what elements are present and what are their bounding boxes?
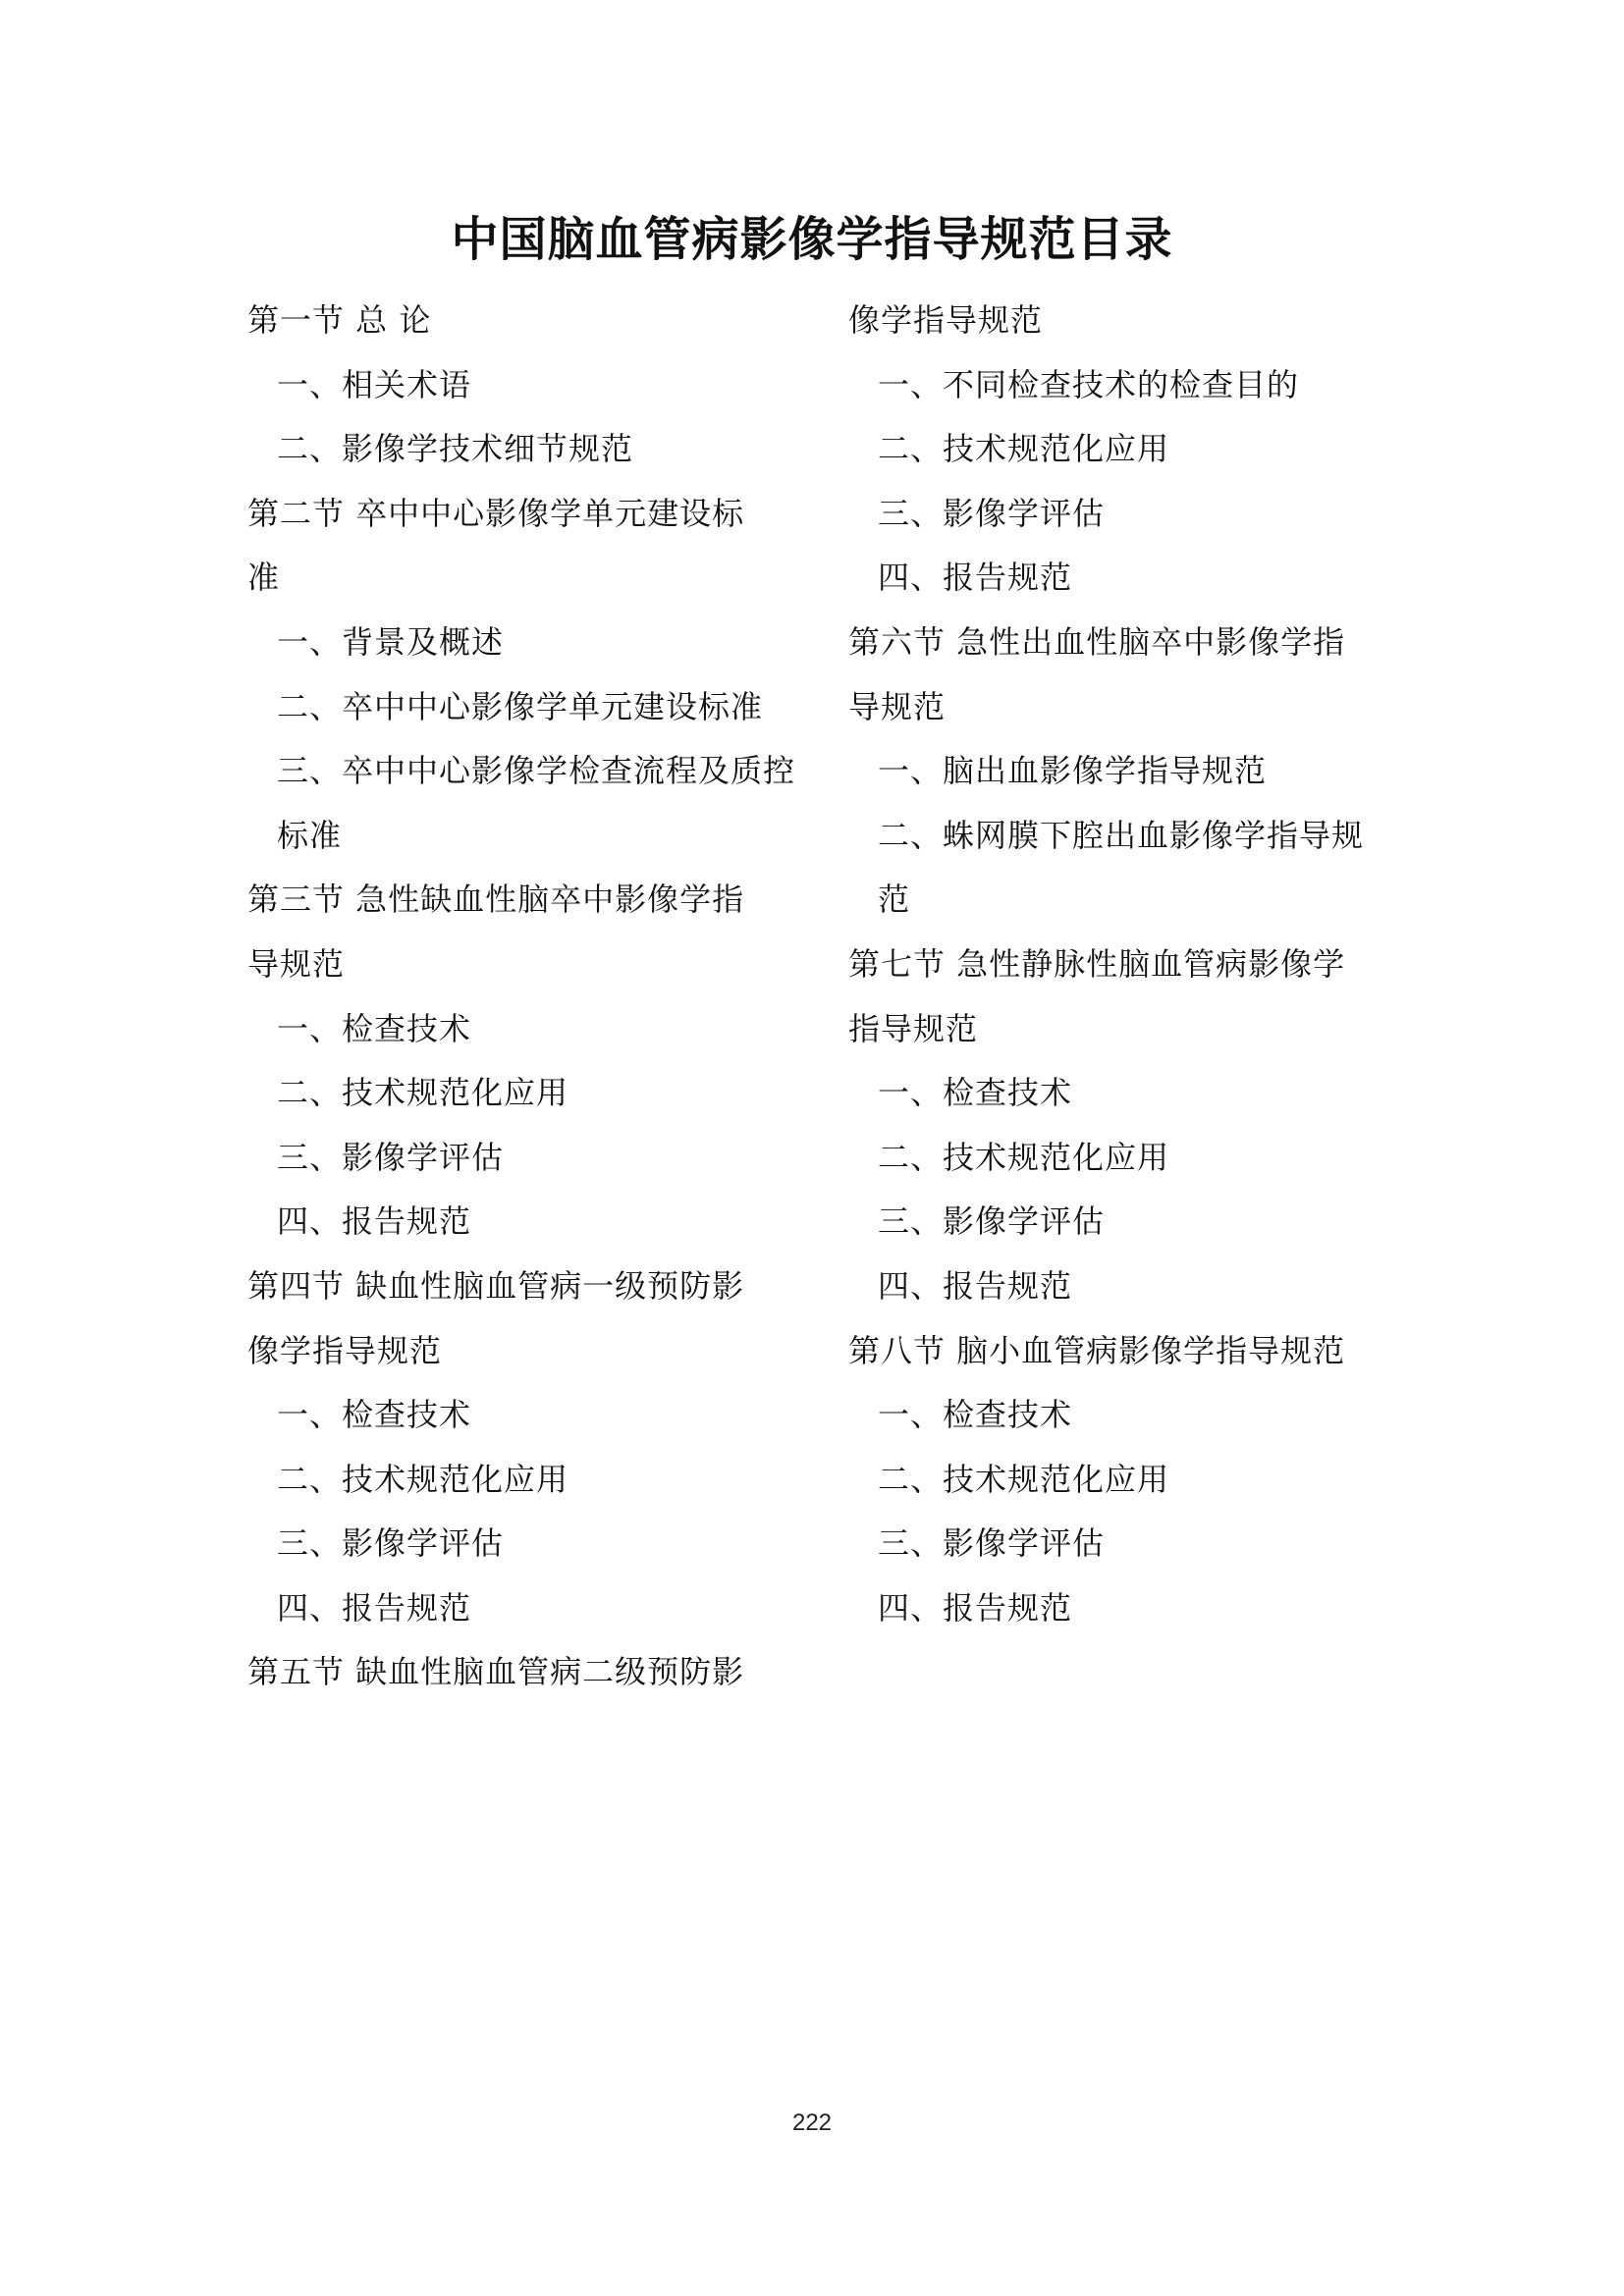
- toc-section-heading: 第五节 缺血性脑血管病二级预防影: [247, 1653, 745, 1691]
- toc-section-continuation: 像学指导规范: [848, 301, 1044, 339]
- toc-subsection-item: 三、影像学评估: [277, 1138, 505, 1176]
- toc-subsection-continuation: 范: [878, 881, 911, 919]
- toc-section-heading: 第七节 急性静脉性脑血管病影像学: [848, 944, 1346, 983]
- toc-section-heading: 第二节 卒中中心影像学单元建设标: [247, 494, 745, 532]
- toc-subsection-item: 一、检查技术: [878, 1074, 1073, 1112]
- toc-subsection-item: 三、影像学评估: [878, 494, 1106, 532]
- toc-subsection-item: 一、检查技术: [277, 1009, 472, 1047]
- page-number: 222: [791, 2109, 833, 2136]
- toc-subsection-item: 三、影像学评估: [878, 1202, 1106, 1241]
- toc-section-heading: 第一节 总 论: [247, 301, 432, 339]
- toc-subsection-item: 一、相关术语: [277, 365, 472, 403]
- toc-section-heading: 第六节 急性出血性脑卒中影像学指: [848, 622, 1346, 661]
- toc-subsection-item: 一、脑出血影像学指导规范: [878, 752, 1268, 790]
- toc-subsection-item: 一、检查技术: [277, 1396, 472, 1434]
- page-title: 中国脑血管病影像学指导规范目录: [451, 212, 1173, 267]
- toc-subsection-item: 三、影像学评估: [878, 1524, 1106, 1563]
- toc-subsection-item: 二、技术规范化应用: [878, 430, 1170, 468]
- toc-subsection-item: 一、检查技术: [878, 1396, 1073, 1434]
- toc-subsection-item: 三、卒中中心影像学检查流程及质控: [277, 752, 796, 790]
- toc-subsection-item: 三、影像学评估: [277, 1524, 505, 1563]
- toc-section-heading: 第三节 急性缺血性脑卒中影像学指: [247, 881, 745, 919]
- toc-section-heading: 第四节 缺血性脑血管病一级预防影: [247, 1266, 745, 1305]
- toc-subsection-item: 二、影像学技术细节规范: [277, 430, 634, 468]
- toc-subsection-item: 一、背景及概述: [277, 622, 505, 661]
- toc-subsection-item: 一、不同检查技术的检查目的: [878, 365, 1300, 403]
- toc-subsection-item: 二、蛛网膜下腔出血影像学指导规: [878, 816, 1365, 854]
- toc-right-column: [848, 289, 1398, 1640]
- toc-subsection-item: 四、报告规范: [878, 1266, 1073, 1305]
- toc-left-column: [247, 289, 797, 1705]
- toc-subsection-continuation: 标准: [277, 816, 343, 854]
- toc-section-heading: 第八节 脑小血管病影像学指导规范: [848, 1331, 1346, 1369]
- toc-subsection-item: 四、报告规范: [878, 1588, 1073, 1627]
- toc-subsection-item: 二、技术规范化应用: [878, 1460, 1170, 1498]
- toc-section-continuation: 准: [247, 559, 281, 597]
- toc-subsection-item: 二、卒中中心影像学单元建设标准: [277, 687, 764, 725]
- toc-section-continuation: 导规范: [848, 687, 947, 725]
- toc-subsection-item: 二、技术规范化应用: [277, 1074, 569, 1112]
- toc-subsection-item: 四、报告规范: [878, 559, 1073, 597]
- toc-subsection-item: 二、技术规范化应用: [277, 1460, 569, 1498]
- toc-section-continuation: 导规范: [247, 944, 346, 983]
- toc-subsection-item: 二、技术规范化应用: [878, 1138, 1170, 1176]
- toc-subsection-item: 四、报告规范: [277, 1588, 472, 1627]
- toc-section-continuation: 指导规范: [848, 1009, 979, 1047]
- toc-subsection-item: 四、报告规范: [277, 1202, 472, 1241]
- toc-section-continuation: 像学指导规范: [247, 1331, 443, 1369]
